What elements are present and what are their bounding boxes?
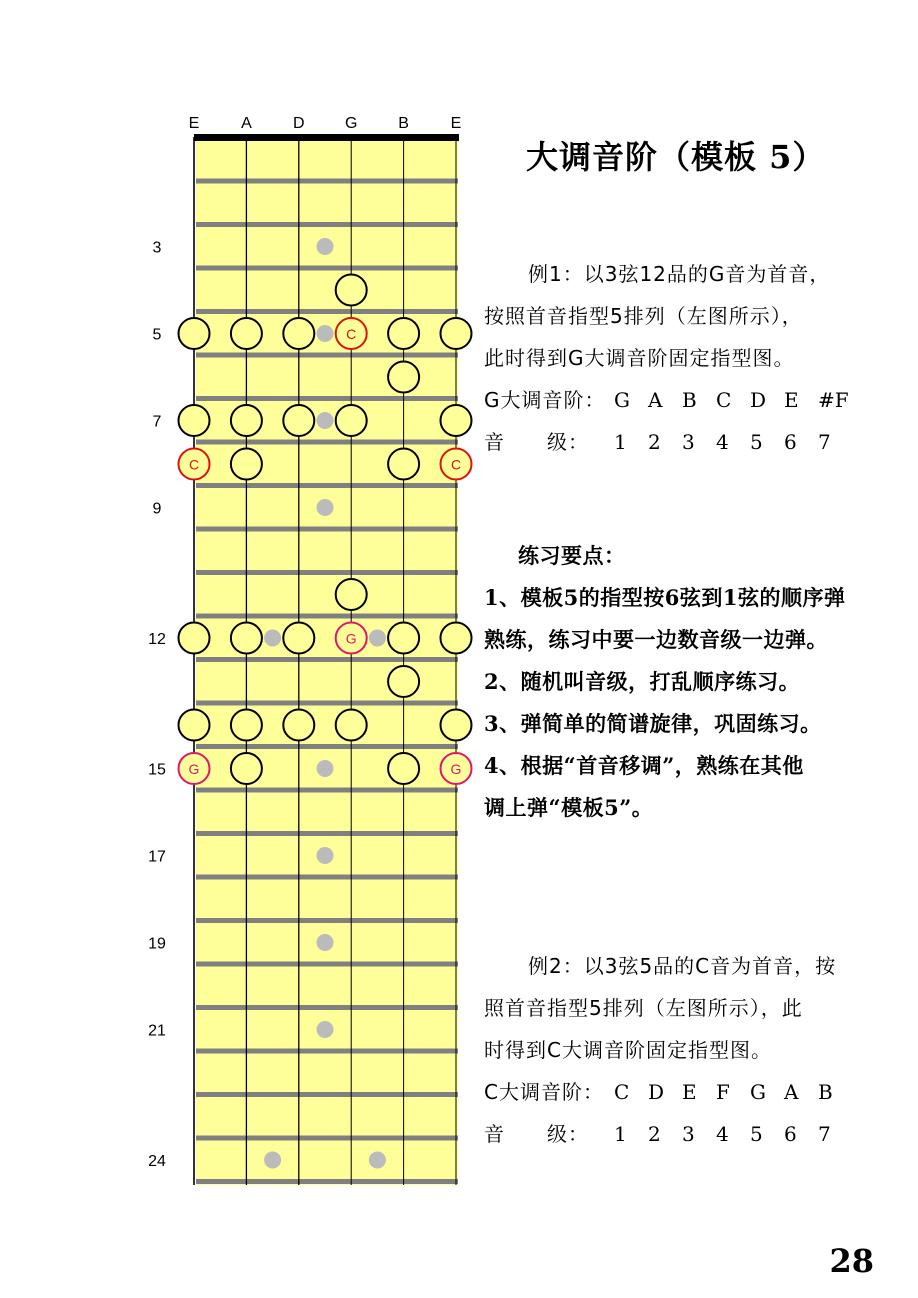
fret-line (196, 309, 458, 314)
fret-number-label: 17 (148, 848, 166, 866)
fret-inlay-dot (317, 499, 334, 516)
root-note-label: C (450, 456, 462, 473)
fret-inlay-dot (264, 1152, 281, 1169)
fret-line (196, 744, 458, 749)
degree: 1 (614, 1122, 627, 1146)
fret-inlay-dot (317, 412, 334, 429)
scale-note-marker (179, 623, 210, 654)
example1-scale-row (484, 384, 852, 413)
fret-inlay-dot (317, 238, 334, 255)
fret-number-label: 19 (148, 935, 166, 953)
fret-line (196, 1092, 458, 1097)
fret-line (196, 570, 458, 575)
example1-degree-row (484, 426, 852, 455)
scale-note-marker (283, 623, 314, 654)
fret-line (196, 483, 458, 488)
scale-note: B (818, 1080, 833, 1104)
fret-number-label: 24 (148, 1153, 166, 1170)
scale-note-marker (388, 318, 419, 349)
fret-number-label: 7 (152, 413, 162, 431)
degree: 1 (614, 430, 627, 454)
scale-note: B (682, 388, 697, 412)
example2-scale-notes (614, 1080, 852, 1104)
scale-note-marker (336, 710, 367, 741)
fret-inlay-dot (317, 934, 334, 951)
scale-note: G (614, 388, 630, 412)
scale-note: C (614, 1080, 630, 1104)
fret-inlay-dot (317, 1021, 334, 1038)
scale-note: A (648, 388, 663, 412)
scale-note: C (716, 388, 732, 412)
fret-line (196, 788, 458, 793)
fret-line (196, 701, 458, 706)
fret-number-label: 21 (148, 1022, 166, 1040)
scale-note-marker (179, 318, 210, 349)
scale-note-marker (283, 405, 314, 436)
fret-line (196, 1049, 458, 1054)
fret-line (196, 396, 458, 401)
fret-number-label: 12 (148, 631, 166, 648)
string-name-label: A (241, 115, 252, 132)
string-name-label: E (450, 115, 462, 132)
fret-line (196, 440, 458, 445)
scale-note-marker (388, 666, 419, 697)
example1-scale-label: G大调音阶： (484, 388, 606, 412)
scale-note: G (750, 1080, 766, 1104)
degree: 2 (648, 1122, 661, 1146)
fret-line (196, 353, 458, 358)
fret-line (196, 527, 458, 532)
scale-note-marker (388, 753, 419, 784)
example1-scale-notes (614, 388, 852, 412)
scale-note-marker (441, 710, 472, 741)
root-note-label: G (450, 761, 462, 777)
scale-note-marker (179, 710, 210, 741)
scale-note-marker (231, 318, 262, 349)
fret-line (196, 1136, 458, 1141)
page-title: 大调音阶（模板 5） (526, 138, 826, 176)
fret-line (196, 1179, 458, 1184)
degree: 5 (750, 1122, 763, 1146)
scale-note-marker (231, 449, 262, 480)
example2-scale-row (484, 1076, 852, 1105)
fret-line (196, 1005, 458, 1010)
example2-scale-label: C大调音阶： (484, 1080, 604, 1104)
fret-number-label: 3 (152, 239, 162, 257)
fret-inlay-dot (317, 325, 334, 342)
scale-note: D (648, 1080, 665, 1104)
fret-inlay-dot (369, 1152, 386, 1169)
example2-degree-label: 音 级： (484, 1122, 589, 1146)
example2-line3: 时得到C大调音阶固定指型图。 (484, 1038, 772, 1062)
string-name-label: D (293, 115, 305, 132)
fret-line (196, 657, 458, 662)
page-number: 28 (829, 1242, 874, 1280)
scale-note-marker (441, 623, 472, 654)
example1-degrees (614, 430, 852, 454)
degree: 7 (818, 430, 831, 454)
string-name-label: E (188, 115, 200, 132)
scale-note-marker (231, 623, 262, 654)
scale-note: D (750, 388, 767, 412)
scale-note-marker (283, 710, 314, 741)
scale-note: E (784, 388, 799, 412)
fret-line (196, 266, 458, 271)
scale-note-marker (388, 362, 419, 393)
example1-line2: 按照首音指型5排列（左图所示）， (484, 304, 803, 328)
fret-number-label: 15 (148, 761, 166, 779)
degree: 3 (682, 430, 695, 454)
degree: 7 (818, 1122, 831, 1146)
practice-point-1a: 1、模板5的指型按6弦到1弦的顺序弹 (484, 585, 846, 610)
scale-note-marker (231, 753, 262, 784)
root-note-label: G (188, 761, 200, 777)
scale-note-marker (388, 449, 419, 480)
scale-note-marker (336, 579, 367, 610)
scale-note: A (784, 1080, 799, 1104)
practice-point-4a: 4、根据“首音移调”，熟练在其他 (484, 753, 804, 778)
fret-inlay-dot (317, 760, 334, 777)
fret-line (196, 918, 458, 923)
root-note-label: C (346, 326, 357, 342)
example2-degree-row (484, 1118, 852, 1147)
nut (194, 134, 459, 141)
scale-note-marker (231, 710, 262, 741)
practice-point-4b: 调上弹“模板5”。 (484, 795, 654, 820)
practice-point-3: 3、弹简单的简谱旋律，巩固练习。 (484, 711, 822, 736)
practice-point-2: 2、随机叫音级，打乱顺序练习。 (484, 669, 801, 694)
root-note-label: C (188, 456, 200, 473)
fret-inlay-dot (264, 630, 281, 647)
example2-degrees (614, 1122, 852, 1146)
fret-line (196, 962, 458, 967)
example1-line1: 例1：以3弦12品的G音为首音， (528, 262, 831, 286)
scale-note-marker (283, 318, 314, 349)
scale-note: E (682, 1080, 697, 1104)
degree: 3 (682, 1122, 695, 1146)
degree: 4 (716, 430, 729, 454)
fret-number-label: 9 (152, 500, 162, 518)
degree: 4 (716, 1122, 729, 1146)
example2-line1: 例2：以3弦5品的C音为首音，按 (528, 954, 837, 978)
scale-note-marker (441, 318, 472, 349)
string-name-label: B (398, 115, 409, 132)
degree: 2 (648, 430, 661, 454)
fret-line (196, 222, 458, 227)
degree: 6 (784, 1122, 797, 1146)
scale-note-marker (441, 405, 472, 436)
fret-line (196, 179, 458, 184)
root-note-label: G (345, 630, 357, 647)
example2-line2: 照首音指型5排列（左图所示），此 (484, 996, 803, 1020)
scale-note-marker (336, 405, 367, 436)
degree: 5 (750, 430, 763, 454)
string-name-label: G (344, 115, 358, 132)
scale-note-marker (388, 623, 419, 654)
practice-heading: 练习要点： (518, 543, 626, 568)
scale-note-marker (336, 275, 367, 306)
degree: 6 (784, 430, 797, 454)
scale-note: F (716, 1080, 730, 1104)
scale-note-marker (179, 405, 210, 436)
fret-line (196, 831, 458, 836)
scale-note: #F (818, 388, 849, 412)
fret-line (196, 614, 458, 619)
scale-note-marker (231, 405, 262, 436)
fret-inlay-dot (317, 847, 334, 864)
fret-line (196, 875, 458, 880)
fret-inlay-dot (369, 630, 386, 647)
practice-point-1b: 熟练，练习中要一边数音级一边弹。 (484, 627, 828, 652)
fret-number-label: 5 (152, 326, 162, 344)
example1-line3: 此时得到G大调音阶固定指型图。 (484, 346, 795, 370)
example1-degree-label: 音 级： (484, 430, 589, 454)
